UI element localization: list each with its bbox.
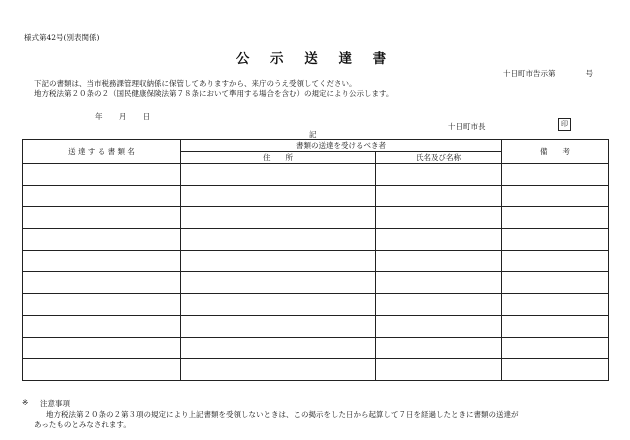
cell-remarks <box>502 315 609 337</box>
cell-name <box>376 315 502 337</box>
header-address: 住 所 <box>181 152 376 164</box>
cell-name <box>376 207 502 229</box>
cell-address <box>181 229 376 251</box>
cell-remarks <box>502 207 609 229</box>
header-name: 氏名及び名称 <box>376 152 502 164</box>
cell-address <box>181 272 376 294</box>
footnote-title: 注意事項 <box>40 399 70 408</box>
cell-document-name <box>23 359 181 381</box>
cell-address <box>181 164 376 186</box>
cell-name <box>376 185 502 207</box>
delivery-table <box>22 139 609 381</box>
cell-address <box>181 207 376 229</box>
footnote-text-line-2: あったものとみなされます。 <box>34 420 131 429</box>
form-number: 様式第42号(別表関係) <box>24 33 100 42</box>
cell-document-name <box>23 294 181 316</box>
cell-name <box>376 164 502 186</box>
cell-document-name <box>23 272 181 294</box>
notice-number-suffix: 号 <box>585 69 593 78</box>
header-recipient-group: 書類の送達を受けるべき者 <box>181 140 502 152</box>
cell-document-name <box>23 185 181 207</box>
cell-remarks <box>502 229 609 251</box>
cell-address <box>181 294 376 316</box>
cell-address <box>181 359 376 381</box>
cell-remarks <box>502 164 609 186</box>
cell-name <box>376 229 502 251</box>
date-day: 日 <box>142 112 151 121</box>
table-row <box>23 185 609 207</box>
table-row <box>23 337 609 359</box>
cell-document-name <box>23 207 181 229</box>
mayor-label: 十日町市長 <box>448 122 486 131</box>
cell-document-name <box>23 315 181 337</box>
table-row <box>23 359 609 381</box>
header-document-name: 送 達 す る 書 類 名 <box>23 140 181 164</box>
cell-document-name <box>23 164 181 186</box>
cell-name <box>376 250 502 272</box>
cell-document-name <box>23 250 181 272</box>
cell-remarks <box>502 337 609 359</box>
cell-remarks <box>502 272 609 294</box>
table-row <box>23 294 609 316</box>
document-title: 公 示 送 達 書 <box>235 51 395 67</box>
table-row <box>23 315 609 337</box>
seal-box: 印 <box>558 118 571 131</box>
intro-line-1: 下記の書類は、当市税務課管理収納係に保管してありますから、来庁のうえ受領してください。 <box>34 79 357 88</box>
cell-address <box>181 337 376 359</box>
date-year: 年 <box>95 112 103 121</box>
cell-remarks <box>502 250 609 272</box>
notice-number-prefix: 十日町市告示第 <box>503 69 556 78</box>
cell-address <box>181 250 376 272</box>
cell-name <box>376 359 502 381</box>
footnote-mark: ※ <box>22 398 29 407</box>
table-body <box>23 164 609 381</box>
cell-name <box>376 294 502 316</box>
cell-remarks <box>502 294 609 316</box>
table-header-row-1 <box>23 140 609 152</box>
cell-document-name <box>23 229 181 251</box>
cell-name <box>376 272 502 294</box>
ki-label: 記 <box>309 130 317 139</box>
cell-document-name <box>23 337 181 359</box>
table-row <box>23 164 609 186</box>
cell-remarks <box>502 185 609 207</box>
cell-name <box>376 337 502 359</box>
cell-address <box>181 315 376 337</box>
cell-address <box>181 185 376 207</box>
table-row <box>23 250 609 272</box>
header-remarks: 備 考 <box>502 140 609 164</box>
footnote-text-line-1: 地方税法第２０条の２第３項の規定により上記書類を受領しないときは、この掲示をした日から起算して７日を経過したときに書類の送達が <box>46 410 519 419</box>
table-row <box>23 272 609 294</box>
cell-remarks <box>502 359 609 381</box>
date-month: 月 <box>118 112 127 121</box>
table-row <box>23 229 609 251</box>
table-row <box>23 207 609 229</box>
intro-line-2: 地方税法第２０条の２（国民健康保険法第７８条において準用する場合を含む）の規定により公示します。 <box>34 89 394 98</box>
date-line <box>95 111 150 122</box>
notice-number <box>503 68 593 79</box>
